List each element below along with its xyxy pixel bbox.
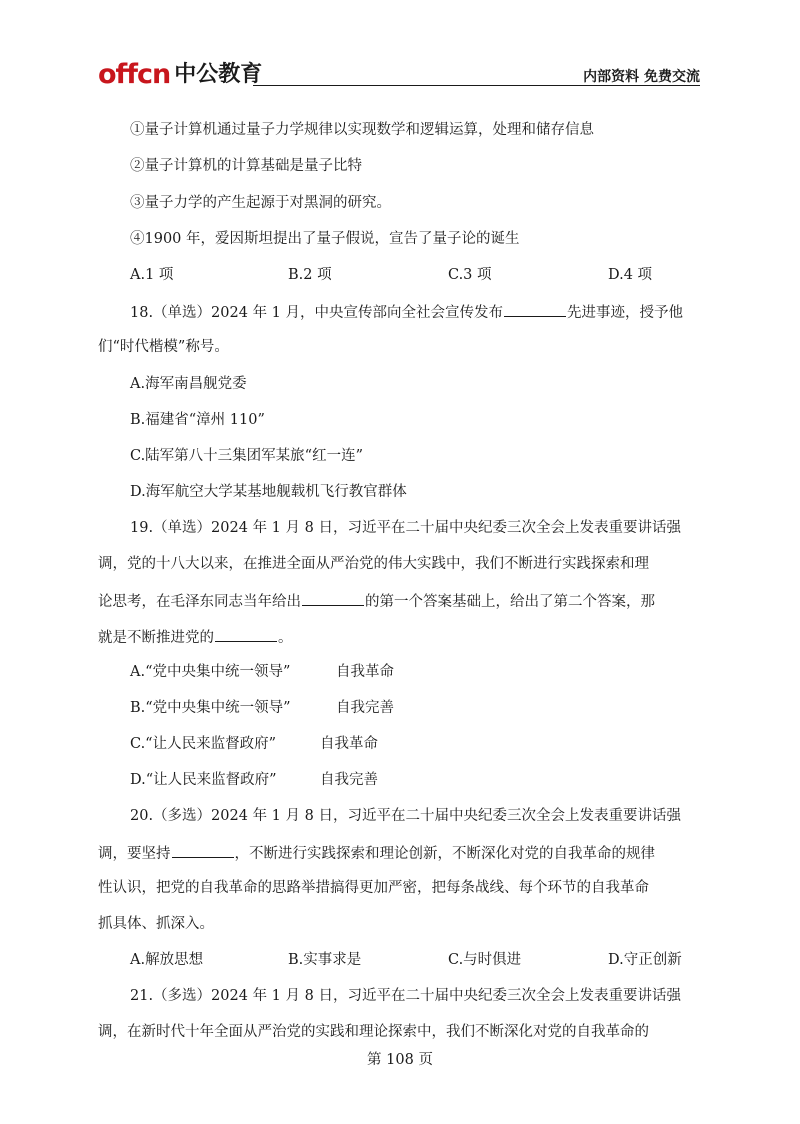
page-header	[98, 58, 700, 88]
q19-stem-line3	[98, 591, 655, 611]
header-tag: 内部资料 免费交流	[583, 69, 700, 85]
q20-option-b: B.实事求是	[288, 952, 362, 968]
q19-option-b	[130, 699, 710, 717]
q19-blank-1	[302, 591, 364, 606]
offcn-logo	[98, 58, 262, 88]
q17-option-b: B.2 项	[288, 267, 332, 283]
q19-option-c-part2: 自我革命	[320, 736, 378, 752]
q19-stem-line1: 19.（单选）2024 年 1 月 8 日，习近平在二十届中央纪委三次全会上发表重要讲话强	[130, 520, 681, 536]
q17-option-c: C.3 项	[448, 267, 492, 283]
q18-stem-part2: 先进事迹，授予他	[567, 305, 684, 321]
q19-option-a-part2: 自我革命	[336, 664, 394, 680]
q18-stem-line2: 们“时代楷模”称号。	[98, 339, 229, 355]
q20-stem-line4: 抓具体、抓深入。	[98, 916, 214, 932]
q19-option-b-part1: B.“党中央集中统一领导”	[130, 700, 291, 716]
q17-options	[130, 266, 710, 284]
q20-stem-part1: 调，要坚持	[98, 846, 171, 862]
logo-latin-text: offcn	[98, 59, 171, 90]
q18-stem-part1: 18.（单选）2024 年 1 月，中央宣传部向全社会宣传发布	[130, 305, 504, 321]
statement-1: ①量子计算机通过量子力学规律以实现数学和逻辑运算，处理和储存信息	[130, 122, 594, 138]
q19-blank-2	[215, 627, 277, 642]
q19-option-d-part1: D.“让人民来监督政府”	[130, 772, 277, 788]
q18-option-b: B.福建省“漳州 110”	[130, 412, 265, 428]
logo-chinese-text: 中公教育	[174, 62, 263, 87]
q18-stem-line1	[130, 302, 683, 322]
q18-option-c: C.陆军第八十三集团军某旅“红一连”	[130, 448, 364, 464]
statement-2: ②量子计算机的计算基础是量子比特	[130, 158, 362, 174]
q20-stem-line2	[98, 843, 655, 863]
q19-stem-part4: 。	[278, 630, 293, 646]
q20-blank	[172, 843, 234, 858]
q19-stem-line2: 调，党的十八大以来，在推进全面从严治党的伟大实践中，我们不断进行实践探索和理	[98, 556, 649, 572]
q19-stem-part3: 就是不断推进党的	[98, 630, 214, 646]
q18-option-a: A.海军南昌舰党委	[130, 376, 247, 392]
q18-option-d: D.海军航空大学某基地舰载机飞行教官群体	[130, 484, 407, 500]
q20-stem-line3: 性认识，把党的自我革命的思路举措搞得更加严密，把每条战线、每个环节的自我革命	[98, 880, 649, 896]
q19-stem-part2: 的第一个答案基础上，给出了第二个答案，那	[365, 594, 655, 610]
q19-option-d	[130, 771, 710, 789]
q19-option-c-part1: C.“让人民来监督政府”	[130, 736, 277, 752]
q19-option-c	[130, 735, 710, 753]
page-number: 第 108 页	[367, 1052, 433, 1068]
q20-stem-line1: 20.（多选）2024 年 1 月 8 日，习近平在二十届中央纪委三次全会上发表重要讲话强	[130, 808, 681, 824]
q20-option-a: A.解放思想	[130, 952, 204, 968]
q20-options	[130, 951, 710, 969]
q20-option-c: C.与时俱进	[448, 952, 522, 968]
q17-option-d: D.4 项	[608, 267, 653, 283]
q20-option-d: D.守正创新	[608, 952, 682, 968]
q21-stem-line1: 21.（多选）2024 年 1 月 8 日，习近平在二十届中央纪委三次全会上发表重要讲话强	[130, 988, 681, 1004]
q21-stem-line2: 调，在新时代十年全面从严治党的实践和理论探索中，我们不断深化对党的自我革命的	[98, 1024, 649, 1040]
q19-option-a	[130, 663, 710, 681]
q19-stem-part1: 论思考，在毛泽东同志当年给出	[98, 594, 301, 610]
q19-option-b-part2: 自我完善	[336, 700, 394, 716]
statement-3: ③量子力学的产生起源于对黑洞的研究。	[130, 195, 391, 211]
statement-4: ④1900 年，爱因斯坦提出了量子假说，宣告了量子论的诞生	[130, 231, 520, 247]
q18-blank	[504, 302, 566, 317]
q19-stem-line4	[98, 627, 293, 647]
q19-option-d-part2: 自我完善	[320, 772, 378, 788]
q17-option-a: A.1 项	[130, 267, 174, 283]
q19-option-a-part1: A.“党中央集中统一领导”	[130, 664, 291, 680]
q20-stem-part2: ，不断进行实践探索和理论创新，不断深化对党的自我革命的规律	[234, 846, 655, 862]
